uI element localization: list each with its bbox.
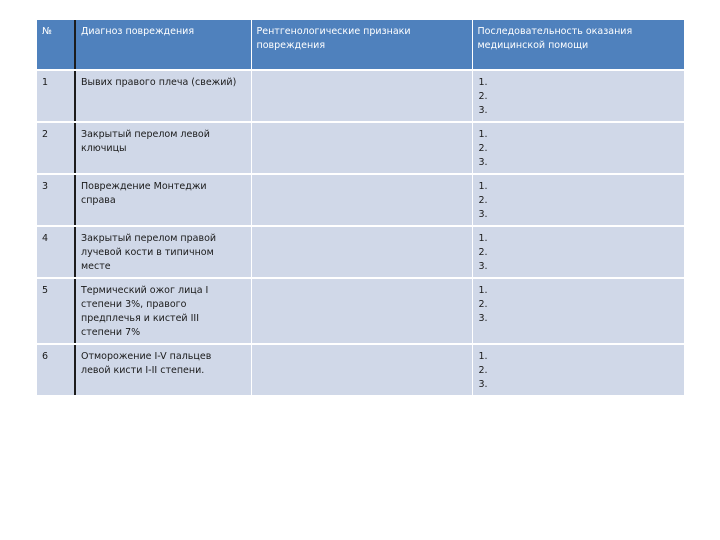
care-step: 3.: [478, 209, 488, 220]
care-step: 2.: [478, 247, 488, 258]
row-diagnosis: Закрытый перелом правой лучевой кости в типичном месте: [75, 226, 251, 278]
care-step: 2.: [478, 143, 488, 154]
row-number: 1: [37, 70, 75, 122]
row-xray-signs: [251, 174, 472, 226]
row-diagnosis: Закрытый перелом левой ключицы: [75, 122, 251, 174]
care-step: 3.: [478, 105, 488, 116]
row-care-steps: [472, 122, 684, 174]
table-row: [37, 70, 684, 122]
care-step: 1.: [478, 129, 488, 140]
row-care-steps: [472, 344, 684, 396]
table-row: [37, 122, 684, 174]
row-number: 3: [37, 174, 75, 226]
care-step: 2.: [478, 299, 488, 310]
row-xray-signs: [251, 344, 472, 396]
care-step: 1.: [478, 233, 488, 244]
table-header: [37, 20, 684, 70]
row-xray-signs: [251, 122, 472, 174]
row-care-steps: [472, 174, 684, 226]
row-diagnosis: Повреждение Монтеджи справа: [75, 174, 251, 226]
row-number: 5: [37, 278, 75, 344]
row-diagnosis: Отморожение I-V пальцев левой кисти I-II степени.: [75, 344, 251, 396]
row-xray-signs: [251, 70, 472, 122]
care-step: 3.: [478, 379, 488, 390]
table-body: [37, 70, 684, 396]
care-step: 2.: [478, 365, 488, 376]
header-care-sequence: Последовательность оказания медицинской помощи: [472, 20, 684, 70]
row-care-steps: [472, 70, 684, 122]
care-step: 2.: [478, 91, 488, 102]
care-step: 1.: [478, 351, 488, 362]
table-row: [37, 278, 684, 344]
row-diagnosis: Вывих правого плеча (свежий): [75, 70, 251, 122]
care-step: 1.: [478, 285, 488, 296]
header-number: №: [37, 20, 75, 70]
row-number: 4: [37, 226, 75, 278]
care-step: 1.: [478, 77, 488, 88]
header-xray-signs: Рентгенологические признаки повреждения: [251, 20, 472, 70]
table-row: [37, 226, 684, 278]
table-row: [37, 174, 684, 226]
row-xray-signs: [251, 278, 472, 344]
header-row: [37, 20, 684, 70]
care-step: 3.: [478, 261, 488, 272]
care-step: 3.: [478, 313, 488, 324]
table-row: [37, 344, 684, 396]
row-care-steps: [472, 278, 684, 344]
row-care-steps: [472, 226, 684, 278]
row-diagnosis: Термический ожог лица I степени 3%, правого предплечья и кистей III степени 7%: [75, 278, 251, 344]
care-step: 2.: [478, 195, 488, 206]
row-xray-signs: [251, 226, 472, 278]
row-number: 6: [37, 344, 75, 396]
row-number: 2: [37, 122, 75, 174]
header-diagnosis: Диагноз повреждения: [75, 20, 251, 70]
injury-table: [37, 20, 684, 397]
care-step: 1.: [478, 181, 488, 192]
care-step: 3.: [478, 157, 488, 168]
